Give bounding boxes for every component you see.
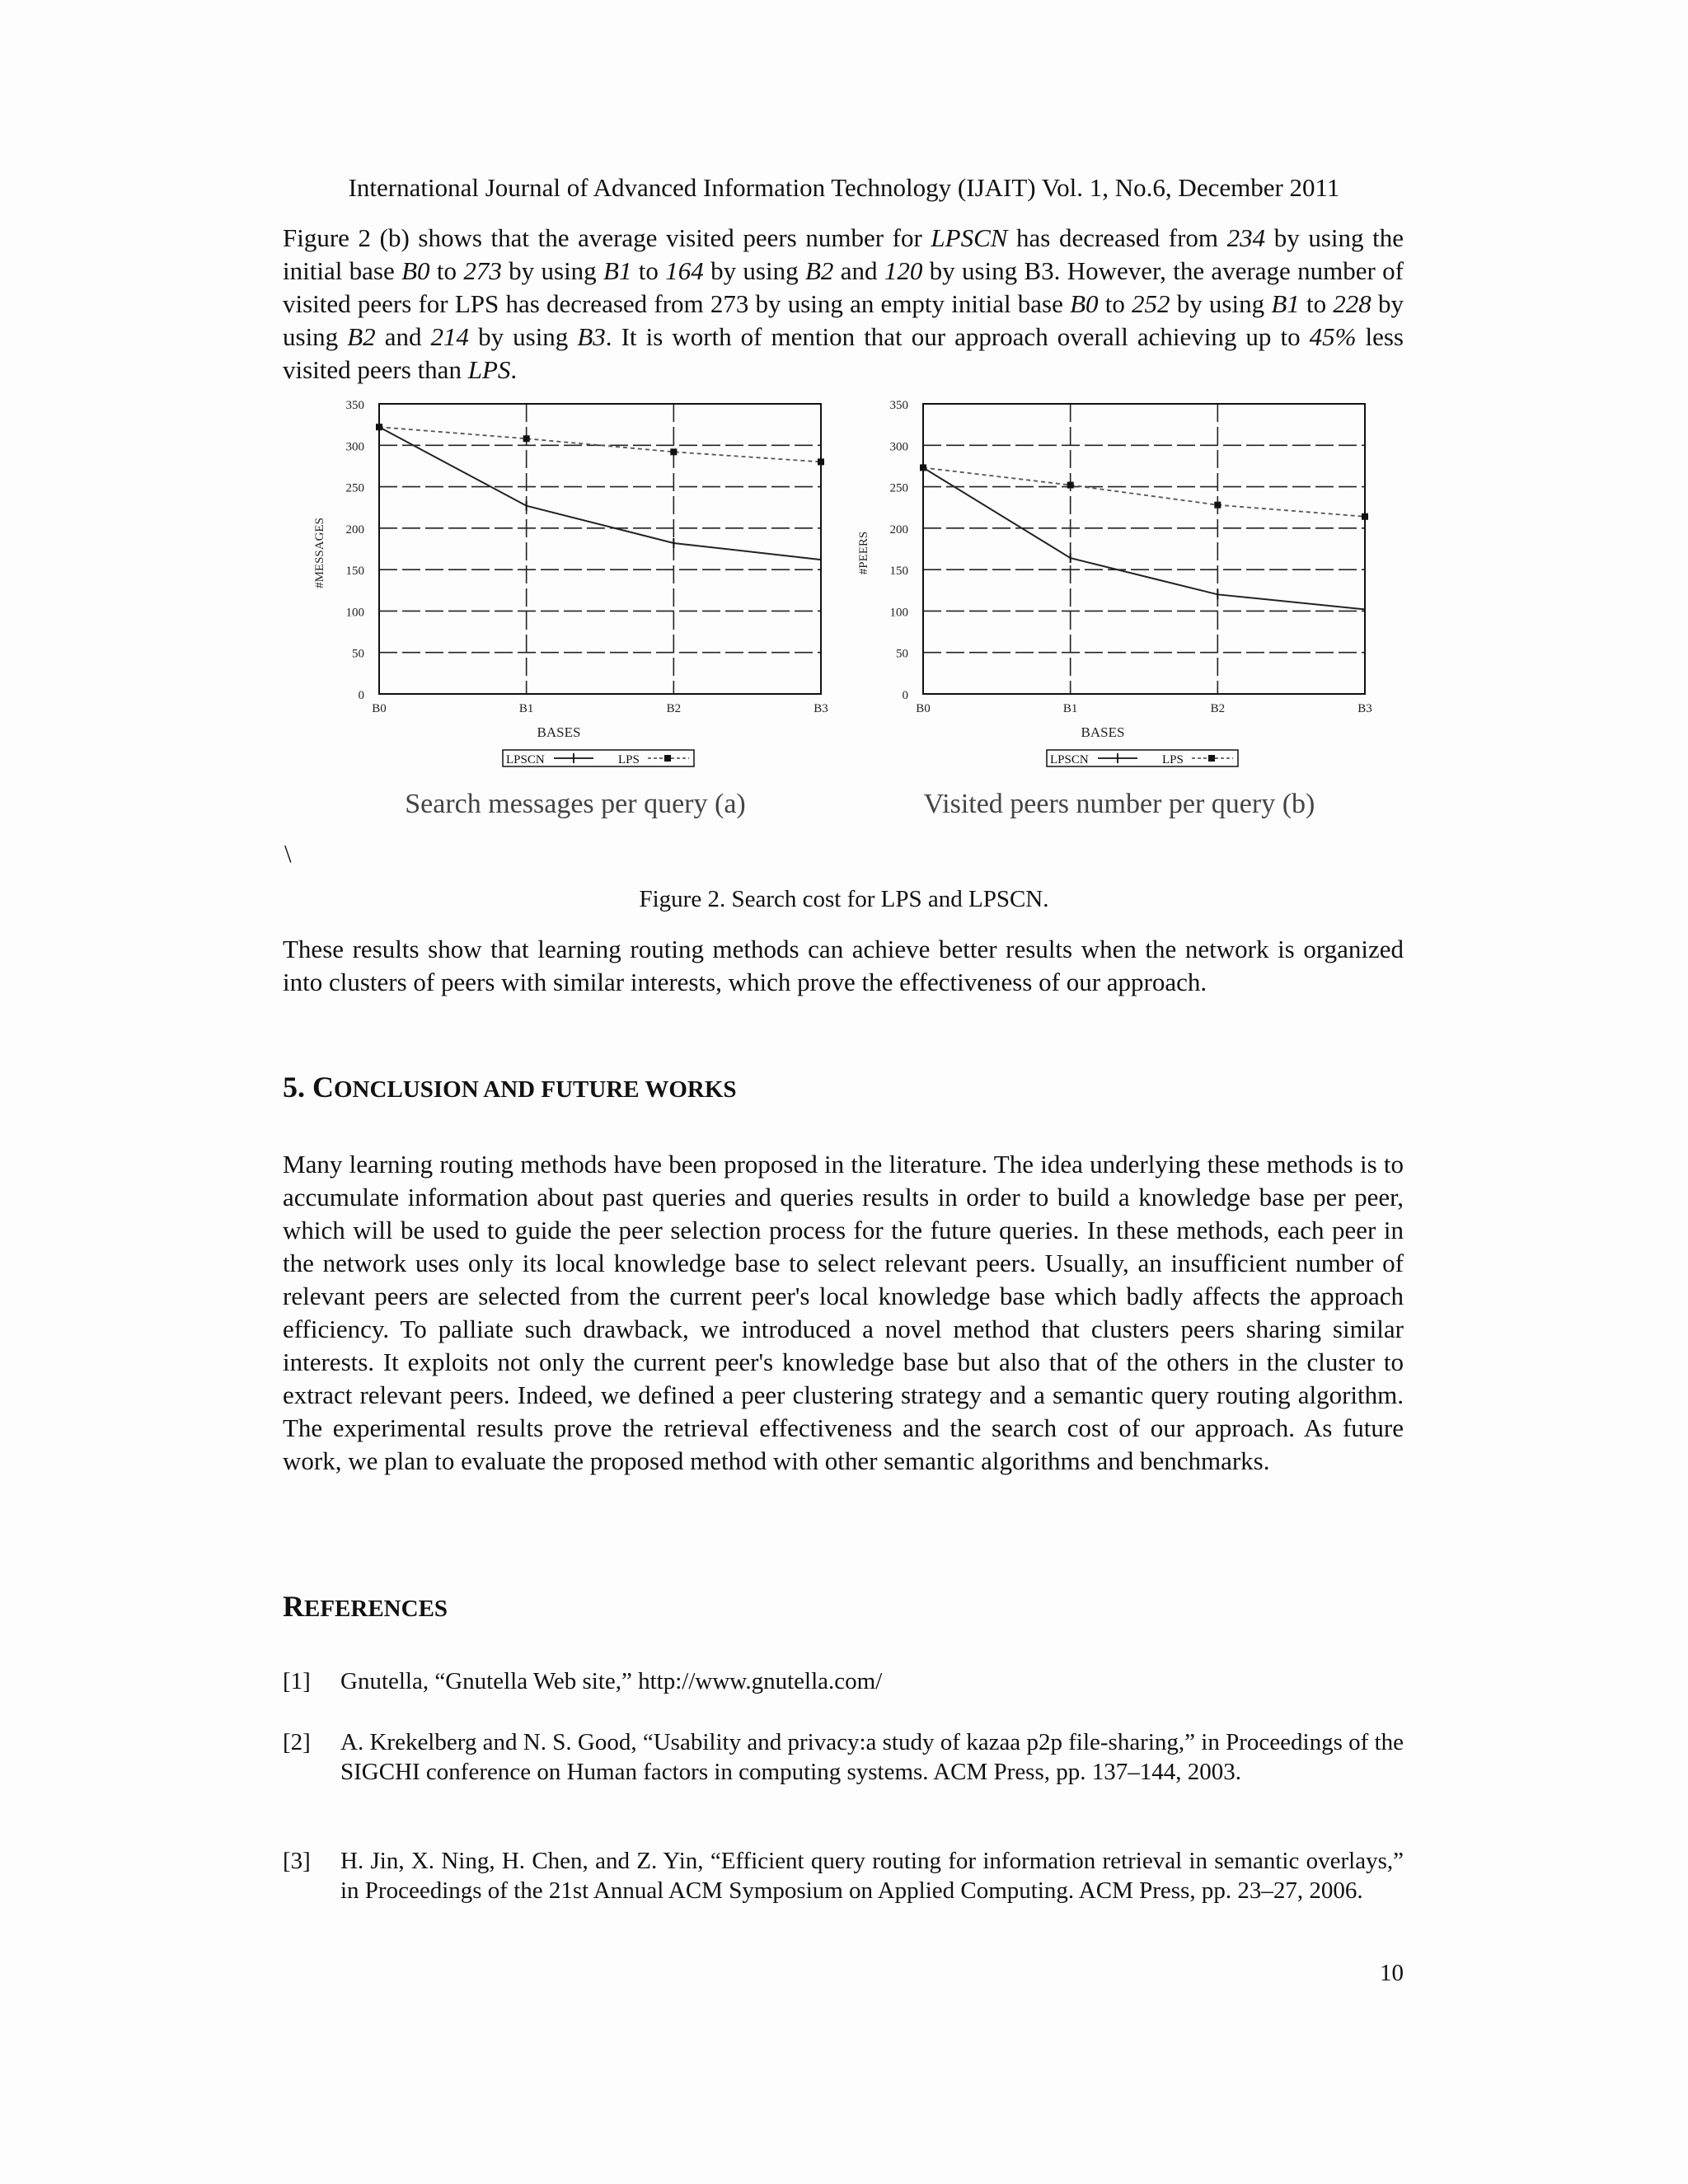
data-point-lps — [1067, 482, 1074, 489]
x-tick-label: B2 — [666, 702, 682, 715]
y-tick-label: 50 — [352, 647, 364, 661]
text-run: LPS — [467, 355, 511, 384]
x-tick-label: B0 — [372, 702, 387, 715]
y-tick-label: 300 — [345, 440, 364, 454]
y-axis-label: #MESSAGES — [313, 518, 326, 588]
text-run: B1 — [603, 256, 632, 285]
text-run: by using — [469, 322, 578, 351]
intro-paragraph — [283, 222, 1404, 387]
x-tick-label: B1 — [518, 702, 534, 715]
data-point-lps — [670, 448, 677, 455]
y-tick-label: 150 — [889, 565, 908, 579]
text-run: . It is worth of mention that our approach overall achieving up to — [605, 322, 1310, 351]
text-run: by using the initial base — [283, 223, 1404, 285]
y-tick-label: 50 — [896, 647, 908, 661]
y-tick-label: 0 — [902, 689, 908, 702]
y-tick-label: 100 — [345, 606, 364, 620]
text-run: by using B3. However, the average number of visited peers for LPS has decreased from 273 by using an empty initial base — [283, 256, 1404, 318]
text-run: 228 — [1333, 289, 1372, 318]
text-run: by using — [1170, 289, 1272, 318]
heading-first: 5. C — [283, 1071, 334, 1104]
reference-number: [2] — [283, 1729, 311, 1755]
text-run: 214 — [430, 322, 470, 351]
stray-backslash: \ — [284, 839, 292, 868]
y-tick-label: 300 — [889, 440, 908, 454]
series-line-lpscn — [379, 427, 821, 560]
chart-title: Visited peers number per query (b) — [923, 789, 1315, 819]
text-run: to — [429, 256, 464, 285]
y-tick-label: 250 — [345, 481, 364, 495]
text-run: by using — [283, 289, 1404, 351]
data-point-lps — [818, 458, 824, 465]
y-tick-label: 200 — [889, 523, 908, 537]
text-run: to — [631, 256, 666, 285]
page-number: 10 — [1380, 1960, 1404, 1986]
data-point-lps — [1362, 513, 1368, 520]
chart-title: Search messages per query (a) — [405, 789, 746, 819]
reference-number: [1] — [283, 1668, 311, 1694]
text-run: to — [1098, 289, 1132, 318]
references-heading — [283, 1589, 448, 1624]
text-run: B0 — [401, 256, 430, 285]
heading-first: R — [283, 1590, 304, 1623]
chart-visited-peers — [841, 387, 1401, 865]
legend-label-lps: LPS — [1162, 753, 1184, 766]
text-run: has decreased from — [1007, 223, 1227, 252]
heading-rest: ONCLUSION AND FUTURE WORKS — [334, 1076, 737, 1103]
x-axis-label: BASES — [537, 724, 581, 740]
conclusion-heading — [283, 1070, 737, 1104]
series-line-lpscn — [923, 467, 1365, 609]
text-run: . — [510, 355, 518, 384]
text-run: Figure 2 (b) shows that the average visited peers number for — [283, 223, 931, 252]
series-line-lps — [379, 427, 821, 462]
text-run: by using — [703, 256, 805, 285]
text-run: and — [375, 322, 431, 351]
text-run: B0 — [1070, 289, 1099, 318]
y-tick-label: 250 — [889, 481, 908, 495]
figure-2-charts — [297, 387, 1401, 865]
legend-label-lpscn: LPSCN — [506, 753, 545, 766]
reference-text: H. Jin, X. Ning, H. Chen, and Z. Yin, “Efficient query routing for information retrieval in semantic overlays,” in Proceedings of the 21st Annual ACM Symposium on Applied Computing. ACM Press, pp. 23–27, 2006. — [340, 1848, 1404, 1904]
reference-text: A. Krekelberg and N. S. Good, “Usability and privacy:a study of kazaa p2p file-sharing,” in Proceedings of the SIGCHI conference on Human factors in computing systems. ACM Press, pp. 137–144, 2003. — [340, 1729, 1404, 1785]
text-run: B2 — [347, 322, 376, 351]
plot-frame — [923, 404, 1365, 694]
text-run: B3 — [577, 322, 606, 351]
text-run: 234 — [1226, 223, 1266, 252]
y-tick-label: 150 — [345, 565, 364, 579]
text-run: 164 — [665, 256, 704, 285]
x-axis-label: BASES — [1081, 724, 1125, 740]
results-paragraph: These results show that learning routing methods can achieve better results when the network is organized into clusters of peers with similar interests, which prove the effectiveness of our approach. — [283, 935, 1404, 996]
x-tick-label: B3 — [1357, 702, 1372, 715]
plot-frame — [379, 404, 821, 694]
text-run: 252 — [1132, 289, 1170, 318]
y-tick-label: 350 — [345, 399, 364, 412]
x-tick-label: B0 — [916, 702, 931, 715]
reference-number: [3] — [283, 1848, 311, 1874]
legend-label-lps: LPS — [618, 753, 640, 766]
x-tick-label: B3 — [814, 702, 828, 715]
heading-rest: EFERENCES — [304, 1596, 448, 1622]
legend-marker-lps — [664, 755, 671, 762]
y-tick-label: 0 — [358, 689, 364, 702]
data-point-lps — [523, 435, 530, 442]
y-tick-label: 350 — [889, 399, 908, 412]
text-run: and — [833, 256, 884, 285]
reference-text: Gnutella, “Gnutella Web site,” http://www.gnutella.com/ — [340, 1668, 883, 1694]
legend-marker-lps — [1208, 755, 1215, 762]
text-run: less visited peers than — [283, 322, 1404, 384]
x-tick-label: B2 — [1210, 702, 1226, 715]
data-point-lps — [1214, 502, 1221, 509]
y-tick-label: 200 — [345, 523, 364, 537]
text-run: to — [1299, 289, 1334, 318]
chart-search-messages — [297, 387, 841, 865]
conclusion-paragraph: Many learning routing methods have been proposed in the literature. The idea underlying these methods is to accumulate information about past queries and queries results in order to build a knowledge base per peer, which will be used to guide the peer selection process for the future queries. In these methods, each peer in the network uses only its local knowledge base to select relevant peers. Usually, an insufficient number of relevant peers are selected from the current peer's local knowledge base which badly affects the approach efficiency. To palliate such drawback, we introduced a novel method that clusters peers sharing similar interests. It exploits not only the current peer's knowledge base but also that of the others in the cluster to extract relevant peers. Indeed, we defined a peer clustering strategy and a semantic query routing algorithm. The experimental results prove the retrieval effectiveness and the search cost of our approach. As future work, we plan to evaluate the proposed method with other semantic algorithms and benchmarks. — [283, 1150, 1404, 1475]
legend-label-lpscn: LPSCN — [1050, 753, 1089, 766]
text-run: LPSCN — [931, 223, 1008, 252]
x-tick-label: B1 — [1062, 702, 1078, 715]
y-axis-label: #PEERS — [857, 531, 870, 575]
text-run: 45% — [1309, 322, 1357, 351]
text-run: B2 — [804, 256, 834, 285]
text-run: B1 — [1271, 289, 1300, 318]
text-run: 273 — [463, 256, 502, 285]
text-run: by using — [501, 256, 604, 285]
journal-header: International Journal of Advanced Information Technology (IJAIT) Vol. 1, No.6, December 2011 — [348, 173, 1340, 202]
y-tick-label: 100 — [889, 606, 908, 620]
figure-caption: Figure 2. Search cost for LPS and LPSCN. — [639, 886, 1049, 912]
text-run: 120 — [884, 256, 923, 285]
